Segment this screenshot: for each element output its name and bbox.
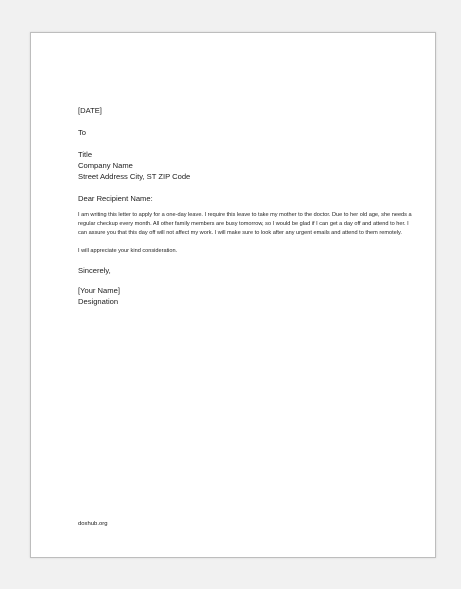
body-paragraph-2: I will appreciate your kind consideration. [78,248,178,254]
spacer [78,256,416,265]
recipient-company: Company Name [78,161,133,170]
letter-content [78,105,416,307]
spacer [78,276,416,285]
to-line: To [78,128,87,137]
spacer [78,204,416,211]
recipient-address: Street Address City, ST ZIP Code [78,172,191,181]
recipient-title: Title [78,150,93,159]
spacer [78,116,416,127]
spacer [78,138,416,149]
closing: Sincerely, [78,266,111,275]
spacer [78,182,416,193]
date-line: [DATE] [78,106,102,115]
signature-name: [Your Name] [78,286,120,295]
signature-designation: Designation [78,297,119,306]
salutation: Dear Recipient Name: [78,194,153,203]
document-page [30,32,436,558]
footer-source: doxhub.org [78,521,108,527]
body-paragraph-1: I am writing this letter to apply for a one-day leave. I require this leave to take my mother to the doctor. Due to her old age, she needs a regular checkup every month. All other family members are busy tomorrow, so I would be glad if I can get a day off and attend to her. I can assure you that this day off will not affect my work. I will make sure to look after any urgent emails and attend to them remotely. [78,212,412,236]
spacer [78,238,416,247]
